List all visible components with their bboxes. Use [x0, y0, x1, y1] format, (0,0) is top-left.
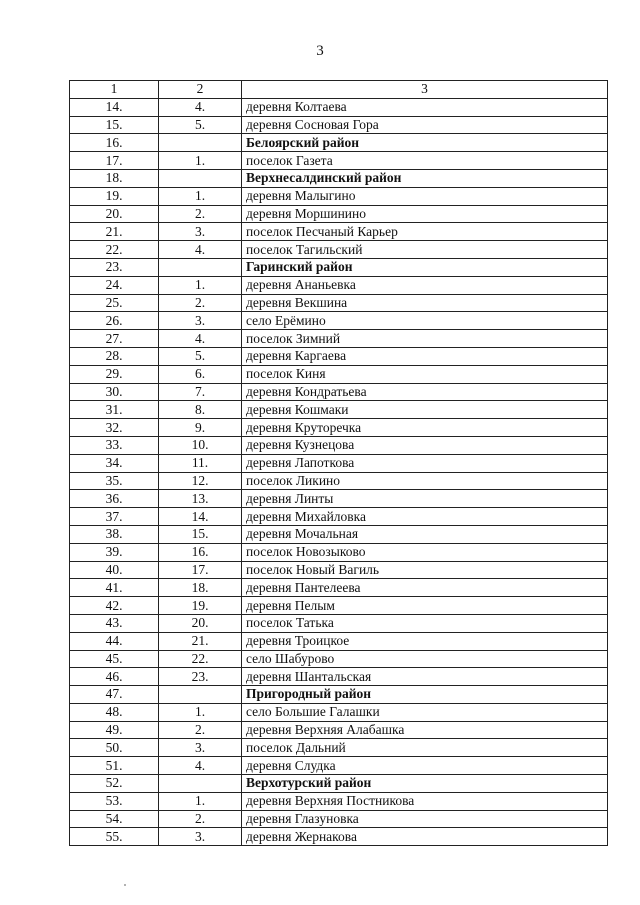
row-number: 53. — [70, 792, 159, 810]
row-sub-number: 13. — [159, 490, 242, 508]
district-row — [70, 686, 608, 704]
row-sub-number — [159, 775, 242, 793]
row-number: 45. — [70, 650, 159, 668]
settlement-name: деревня Каргаева — [242, 347, 608, 365]
table-row — [70, 383, 608, 401]
row-sub-number: 3. — [159, 223, 242, 241]
settlement-name: деревня Линты — [242, 490, 608, 508]
row-sub-number: 23. — [159, 668, 242, 686]
table-row — [70, 668, 608, 686]
row-number: 35. — [70, 472, 159, 490]
settlement-name: поселок Дальний — [242, 739, 608, 757]
row-number: 55. — [70, 828, 159, 846]
row-number: 26. — [70, 312, 159, 330]
settlement-name: деревня Моршинино — [242, 205, 608, 223]
district-name: Пригородный район — [242, 686, 608, 704]
settlement-name: деревня Колтаева — [242, 98, 608, 116]
row-sub-number: 19. — [159, 597, 242, 615]
row-sub-number: 4. — [159, 241, 242, 259]
settlement-name: поселок Ликино — [242, 472, 608, 490]
row-sub-number: 3. — [159, 312, 242, 330]
table-header-row — [70, 81, 608, 99]
row-sub-number: 2. — [159, 294, 242, 312]
row-number: 38. — [70, 525, 159, 543]
row-sub-number — [159, 686, 242, 704]
table-row — [70, 98, 608, 116]
row-number: 15. — [70, 116, 159, 134]
row-number: 51. — [70, 757, 159, 775]
table-row — [70, 187, 608, 205]
row-number: 25. — [70, 294, 159, 312]
row-sub-number: 5. — [159, 347, 242, 365]
district-name: Гаринский район — [242, 258, 608, 276]
table-row — [70, 810, 608, 828]
row-sub-number: 11. — [159, 454, 242, 472]
row-sub-number: 2. — [159, 721, 242, 739]
settlement-name: деревня Верхняя Алабашка — [242, 721, 608, 739]
row-sub-number — [159, 258, 242, 276]
row-sub-number: 6. — [159, 365, 242, 383]
row-number: 33. — [70, 436, 159, 454]
settlement-name: поселок Татька — [242, 614, 608, 632]
settlement-name: деревня Троицкое — [242, 632, 608, 650]
table-row — [70, 614, 608, 632]
settlement-name: деревня Пантелеева — [242, 579, 608, 597]
table-row — [70, 525, 608, 543]
row-number: 44. — [70, 632, 159, 650]
row-sub-number: 1. — [159, 792, 242, 810]
settlement-name: поселок Зимний — [242, 330, 608, 348]
header-col-1: 1 — [70, 81, 159, 99]
row-number: 47. — [70, 686, 159, 704]
row-number: 41. — [70, 579, 159, 597]
row-number: 20. — [70, 205, 159, 223]
table-body — [70, 81, 608, 846]
district-name: Верхнесалдинский район — [242, 169, 608, 187]
settlement-name: поселок Киня — [242, 365, 608, 383]
row-sub-number: 3. — [159, 739, 242, 757]
row-sub-number: 5. — [159, 116, 242, 134]
row-sub-number — [159, 169, 242, 187]
table-row — [70, 632, 608, 650]
settlement-name: деревня Малыгино — [242, 187, 608, 205]
row-number: 42. — [70, 597, 159, 615]
settlement-name: деревня Глазуновка — [242, 810, 608, 828]
settlement-name: село Шабурово — [242, 650, 608, 668]
header-col-2: 2 — [159, 81, 242, 99]
table-row — [70, 152, 608, 170]
row-number: 28. — [70, 347, 159, 365]
scan-dot — [124, 884, 126, 886]
table-row — [70, 401, 608, 419]
settlement-name: поселок Тагильский — [242, 241, 608, 259]
settlement-name: деревня Кузнецова — [242, 436, 608, 454]
row-sub-number: 9. — [159, 419, 242, 437]
page-number: 3 — [316, 43, 324, 59]
row-sub-number: 16. — [159, 543, 242, 561]
table-row — [70, 739, 608, 757]
row-sub-number: 10. — [159, 436, 242, 454]
table-row — [70, 543, 608, 561]
table-row — [70, 205, 608, 223]
row-sub-number: 14. — [159, 508, 242, 526]
row-number: 17. — [70, 152, 159, 170]
row-number: 14. — [70, 98, 159, 116]
settlement-name: поселок Новозыково — [242, 543, 608, 561]
row-sub-number: 1. — [159, 187, 242, 205]
table-row — [70, 116, 608, 134]
settlement-name: деревня Шантальская — [242, 668, 608, 686]
row-number: 46. — [70, 668, 159, 686]
settlement-name: деревня Лапоткова — [242, 454, 608, 472]
row-number: 29. — [70, 365, 159, 383]
row-number: 48. — [70, 703, 159, 721]
settlement-name: деревня Пелым — [242, 597, 608, 615]
district-row — [70, 134, 608, 152]
row-sub-number: 4. — [159, 757, 242, 775]
row-sub-number: 15. — [159, 525, 242, 543]
table-row — [70, 419, 608, 437]
table-row — [70, 312, 608, 330]
table-row — [70, 241, 608, 259]
settlement-name: поселок Новый Вагиль — [242, 561, 608, 579]
row-sub-number: 1. — [159, 152, 242, 170]
table-row — [70, 436, 608, 454]
settlement-name: поселок Песчаный Карьер — [242, 223, 608, 241]
settlement-name: деревня Мочальная — [242, 525, 608, 543]
table-row — [70, 472, 608, 490]
row-number: 31. — [70, 401, 159, 419]
row-sub-number: 17. — [159, 561, 242, 579]
row-sub-number: 8. — [159, 401, 242, 419]
table-row — [70, 223, 608, 241]
row-sub-number: 4. — [159, 98, 242, 116]
row-sub-number: 2. — [159, 810, 242, 828]
row-number: 39. — [70, 543, 159, 561]
row-number: 23. — [70, 258, 159, 276]
settlement-name: деревня Кондратьева — [242, 383, 608, 401]
row-sub-number: 21. — [159, 632, 242, 650]
row-number: 27. — [70, 330, 159, 348]
table-row — [70, 347, 608, 365]
settlement-name: село Большие Галашки — [242, 703, 608, 721]
row-number: 40. — [70, 561, 159, 579]
header-col-3: 3 — [242, 81, 608, 99]
row-number: 16. — [70, 134, 159, 152]
settlement-name: поселок Газета — [242, 152, 608, 170]
table-row — [70, 330, 608, 348]
row-number: 18. — [70, 169, 159, 187]
row-sub-number: 12. — [159, 472, 242, 490]
table-row — [70, 276, 608, 294]
row-sub-number: 3. — [159, 828, 242, 846]
table-row — [70, 703, 608, 721]
settlement-name: деревня Круторечка — [242, 419, 608, 437]
settlement-name: деревня Сосновая Гора — [242, 116, 608, 134]
settlement-name: деревня Михайловка — [242, 508, 608, 526]
row-number: 36. — [70, 490, 159, 508]
settlement-name: село Ерёмино — [242, 312, 608, 330]
row-number: 22. — [70, 241, 159, 259]
row-number: 37. — [70, 508, 159, 526]
row-number: 19. — [70, 187, 159, 205]
row-number: 49. — [70, 721, 159, 739]
row-number: 50. — [70, 739, 159, 757]
row-number: 24. — [70, 276, 159, 294]
row-sub-number — [159, 134, 242, 152]
settlement-name: деревня Жернакова — [242, 828, 608, 846]
row-sub-number: 18. — [159, 579, 242, 597]
row-number: 32. — [70, 419, 159, 437]
district-row — [70, 775, 608, 793]
table-row — [70, 579, 608, 597]
table-row — [70, 294, 608, 312]
district-row — [70, 258, 608, 276]
table-row — [70, 365, 608, 383]
table-row — [70, 757, 608, 775]
row-sub-number: 1. — [159, 276, 242, 294]
settlement-name: деревня Ананьевка — [242, 276, 608, 294]
row-sub-number: 22. — [159, 650, 242, 668]
row-sub-number: 7. — [159, 383, 242, 401]
row-number: 43. — [70, 614, 159, 632]
settlement-name: деревня Кошмаки — [242, 401, 608, 419]
settlement-name: деревня Слудка — [242, 757, 608, 775]
row-number: 52. — [70, 775, 159, 793]
row-number: 30. — [70, 383, 159, 401]
table-row — [70, 454, 608, 472]
row-sub-number: 4. — [159, 330, 242, 348]
table-row — [70, 650, 608, 668]
row-number: 54. — [70, 810, 159, 828]
table-row — [70, 721, 608, 739]
table-row — [70, 508, 608, 526]
settlement-name: деревня Верхняя Постникова — [242, 792, 608, 810]
row-sub-number: 1. — [159, 703, 242, 721]
table-row — [70, 792, 608, 810]
table-row — [70, 490, 608, 508]
table-row — [70, 828, 608, 846]
table-row — [70, 597, 608, 615]
settlement-name: деревня Векшина — [242, 294, 608, 312]
settlements-table — [69, 80, 608, 846]
district-name: Верхотурский район — [242, 775, 608, 793]
row-number: 34. — [70, 454, 159, 472]
district-row — [70, 169, 608, 187]
table-row — [70, 561, 608, 579]
row-sub-number: 2. — [159, 205, 242, 223]
row-number: 21. — [70, 223, 159, 241]
district-name: Белоярский район — [242, 134, 608, 152]
row-sub-number: 20. — [159, 614, 242, 632]
